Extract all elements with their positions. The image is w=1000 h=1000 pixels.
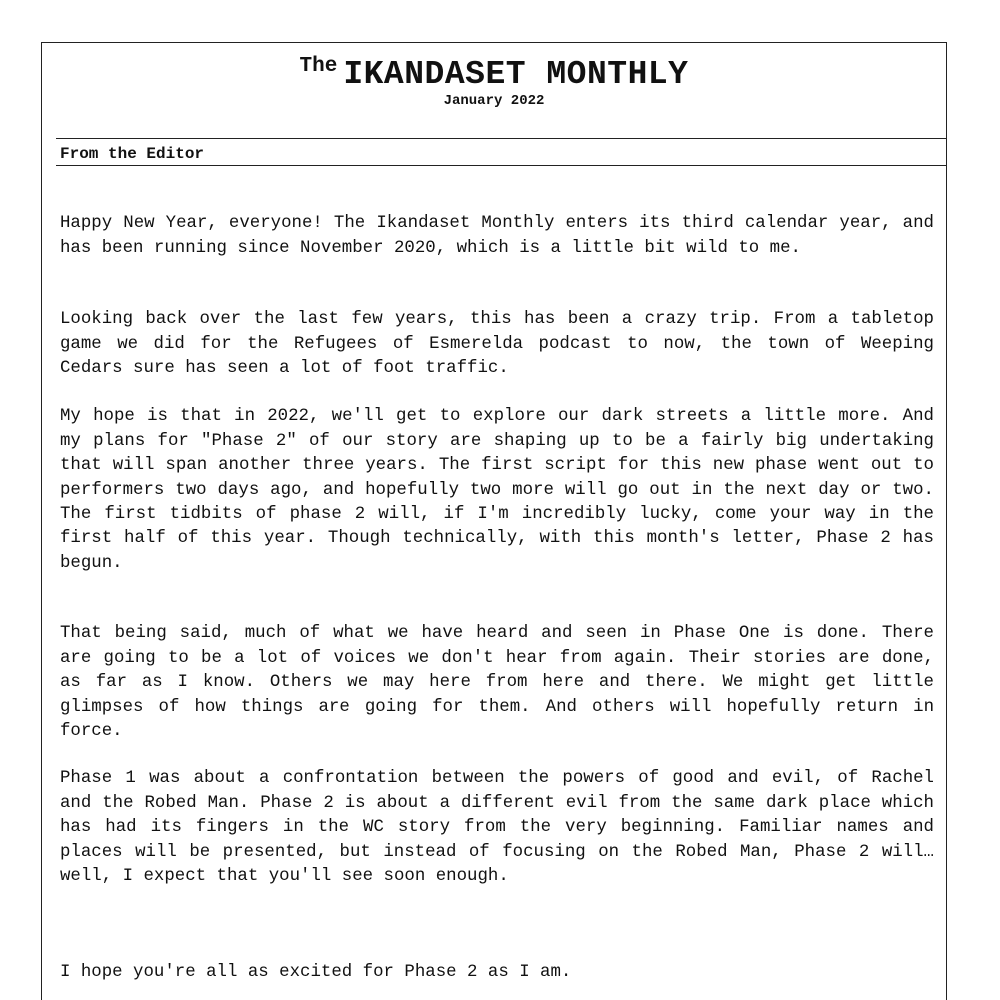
- section-rule-bottom: [56, 165, 947, 166]
- paragraph: Phase 1 was about a confrontation between the powers of good and evil, of Rachel and the Robed Man. Phase 2 is about a different evil from the same dark place which has had its fingers in the WC story from the very beginning. Familiar names and places will be presented, but instead of focusing on the Robed Man, Phase 2 will…well, I expect that you'll see soon enough.: [60, 769, 934, 887]
- section-heading: From the Editor: [60, 145, 205, 163]
- title-prefix: The: [299, 55, 338, 78]
- issue-date: January 2022: [443, 93, 545, 109]
- paragraph: I hope you're all as excited for Phase 2 as I am.: [60, 963, 572, 983]
- paragraph: Happy New Year, everyone! The Ikandaset Monthly enters its third calendar year, and has been running since November 2020, which is a little bit wild to me.: [60, 214, 934, 258]
- title-main: IKANDASET MONTHLY: [343, 56, 689, 93]
- paragraph: Looking back over the last few years, this has been a crazy trip. From a tabletop game we did for the Refugees of Esmerelda podcast to now, the town of Weeping Cedars sure has seen a lot of foot traffic.: [60, 310, 934, 379]
- masthead: [42, 55, 946, 109]
- section-rule-top: [56, 138, 947, 139]
- newsletter-title: [42, 55, 946, 93]
- newsletter-page: [41, 42, 947, 1000]
- paragraph: That being said, much of what we have heard and seen in Phase One is done. There are going to be a lot of voices we don't hear from again. Their stories are done, as far as I know. Others we may here from here and there. We might get little glimpses of how things are going for them. And others will hopefully return in force.: [60, 624, 934, 742]
- paragraph: My hope is that in 2022, we'll get to explore our dark streets a little more. And my plans for "Phase 2" of our story are shaping up to be a fairly big undertaking that will span another three years. The first script for this new phase went out to performers two days ago, and hopefully two more will go out in the next day or two. The first tidbits of phase 2 will, if I'm incredibly lucky, come your way in the first half of this year. Though technically, with this month's letter, Phase 2 has begun.: [60, 407, 934, 573]
